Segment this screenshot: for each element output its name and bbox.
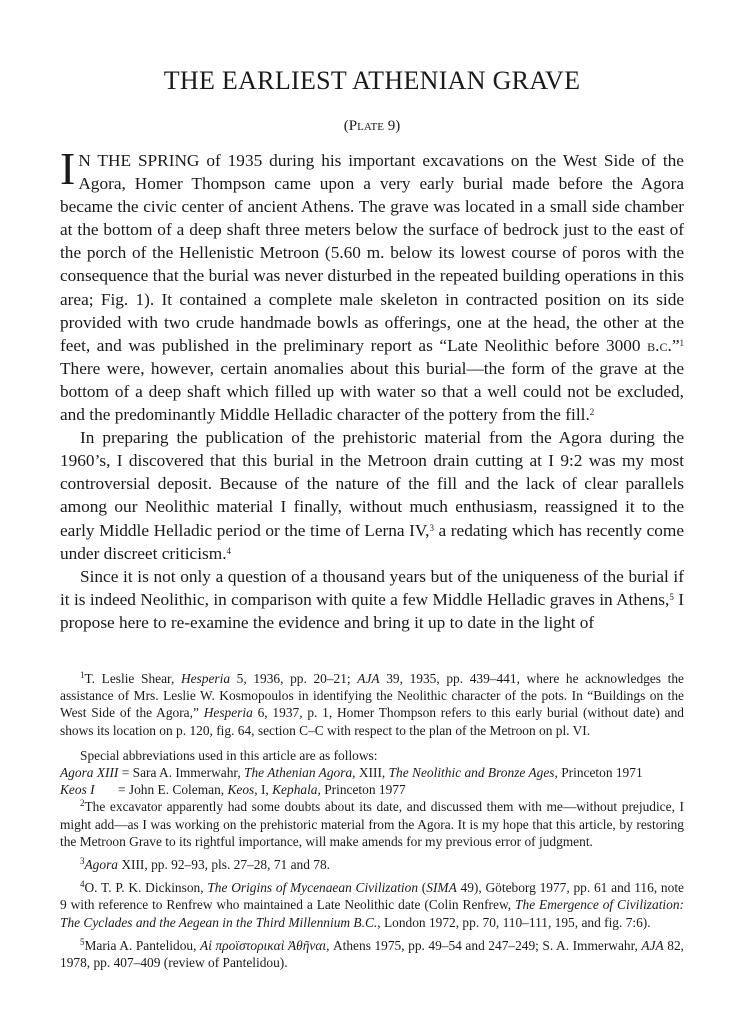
- footnote-text: Maria A. Pantelidou,: [84, 937, 201, 953]
- footnote-text: , Athens 1975, pp. 49–54 and 247–249; S. A. Immerwahr,: [326, 937, 642, 953]
- abbreviation-term: Keos I: [60, 782, 95, 798]
- journal-title: Hesperia: [180, 670, 231, 686]
- abbreviation-keos: [60, 781, 684, 798]
- book-title: Keos: [227, 782, 255, 798]
- article-title: THE EARLIEST ATHENIAN GRAVE: [163, 66, 581, 95]
- footnote-text: 39, 1935, pp. 439–441, where he acknowledges the assistance of Mrs. Leslie W. Kosmopoulos in identifying the Neolithic character of the pots. In “Buildings on the West Side of the Agora,”: [60, 670, 684, 721]
- footnote-text: 6, 1937, p. 1, Homer Thompson refers to this early burial (without date) and shows its location on p. 120, fig. 64, section C–C with respect to the plan of the Metroon on pl. VI.: [60, 705, 685, 738]
- footnote-text: , London 1972, pp. 70, 110–111, 195, and fig. 7:6).: [377, 914, 651, 930]
- footnote-2: [60, 798, 684, 850]
- journal-title: AJA: [357, 670, 380, 686]
- paragraph-text: ”: [671, 335, 680, 355]
- book-title: The Athenian Agora: [244, 764, 353, 780]
- footnote-ref-3[interactable]: 3: [429, 522, 434, 533]
- abbreviation-agora: [60, 764, 684, 781]
- abbreviations-intro: Special abbreviations used in this article are as follows:: [80, 747, 378, 763]
- footnote-number: 3: [80, 856, 85, 866]
- footnote-number: 4: [80, 879, 85, 890]
- body-paragraph-2: [60, 426, 684, 565]
- footnote-text: 49), Göteborg 1977, pp. 61 and 116, note 9 with reference to Renfrew who maintained a Late Neolithic date (Colin Renfrew,: [60, 880, 684, 913]
- footnote-text: XIII, pp. 92–93, pls. 27–28, 71 and 78.: [117, 857, 330, 872]
- abbreviation-text: = John E. Coleman,: [118, 782, 228, 798]
- footnote-text: 5, 1936, pp. 20–21;: [230, 670, 358, 686]
- abbreviation-text: = Sara A. Immerwahr,: [118, 764, 245, 780]
- abbreviation-text: , Princeton 1971: [554, 764, 643, 780]
- footnote-3: [60, 856, 684, 873]
- book-title: The Origins of Mycenaean Civilization: [207, 880, 419, 896]
- abbreviation-text: , XIII,: [352, 764, 389, 780]
- abbreviation-term: Agora XIII: [60, 764, 119, 780]
- footnote-5: [60, 937, 684, 971]
- book-title: Αἱ προϊστορικαὶ Ἀθῆναι: [200, 937, 327, 953]
- footnote-number: 2: [80, 798, 85, 809]
- paragraph-text: a redating which has recently come under discreet criticism.: [60, 520, 684, 563]
- paragraph-text: In preparing the publication of the prehistoric material from the Agora during the 1960’s, I discovered that this burial in the Metroon drain cutting at I 9:2 was my most controversial deposit. Because of the nature of the fill and the lack of clear parallels among our Neolithic material I finally, without much enthusiasm, reassigned it to the early Middle Helladic period or the time of Lerna IV,: [60, 428, 684, 540]
- footnote-text: The excavator apparently had some doubts about its date, and discussed them with me—without prejudice, I might add—as I was working on the prehistoric material from the Agora. It is my hope that this article, by restoring the Metroon Grave to its rightful importance, will make amends for my previous error of judgment.: [60, 799, 684, 849]
- paragraph-text: I propose here to re-examine the evidence and bring it up to date in the light of: [60, 589, 684, 632]
- footnote-text: O. T. P. K. Dickinson,: [84, 880, 208, 896]
- footnote-text: (: [418, 880, 427, 896]
- article-page: [60, 66, 684, 971]
- footnote-text: T. Leslie Shear,: [84, 670, 181, 686]
- footnote-number: 1: [80, 669, 85, 680]
- body-paragraph-1: [60, 143, 684, 426]
- paragraph-text: There were, however, certain anomalies about this burial—the form of the grave at the bottom of a deep shaft which filled up with water so that a well could not be excluded, and the predominantly Middle Helladic character of the pottery from the fill.: [60, 358, 684, 425]
- journal-title: Hesperia: [203, 705, 253, 721]
- footnote-ref-1[interactable]: 1: [679, 337, 684, 348]
- footnote-ref-4[interactable]: 4: [226, 545, 232, 556]
- abbreviation-term: Agora: [84, 857, 118, 872]
- book-title: The Emergence of Civilization: The Cyclades and the Aegean in the Third Millennium B.C.: [60, 897, 685, 930]
- footnote-ref-5[interactable]: 5: [669, 591, 674, 602]
- paragraph-text: of 1935 during his important excavations on the West Side of the Agora, Homer Thompson came upon a very early burial made before the Agora became the civic center of ancient Athens. The grave was located in a small side chamber at the bottom of a deep shaft three meters below the surface of bedrock just to the east of the porch of the Hellenistic Metroon (5.60 m. below its lowest course of poros with the consequence that the burial was never disturbed in the repeated building operations in this area; Fig. 1). It contained a complete male skeleton in contracted position on its side provided with two crude handmade bowls as offerings, one at the head, the other at the feet, and was published in the preliminary report as “Late Neolithic before 3000: [60, 151, 684, 355]
- body-paragraph-3: [60, 565, 684, 634]
- book-title: The Neolithic and Bronze Ages: [388, 764, 555, 780]
- series-title: SIMA: [426, 880, 457, 896]
- footnote-number: 5: [80, 936, 85, 947]
- era-abbreviation: b.c.: [647, 335, 672, 355]
- plate-reference: (Plate 9): [343, 118, 401, 134]
- footnote-1: [60, 670, 684, 739]
- abbreviation-text: , Princeton 1977: [317, 782, 406, 798]
- drop-cap: I: [60, 143, 76, 194]
- abbreviation-text: , I,: [254, 782, 273, 798]
- book-title: Kephala: [272, 782, 318, 798]
- footnote-4: [60, 879, 684, 931]
- footnote-ref-2[interactable]: 2: [589, 407, 595, 418]
- paragraph-text: Since it is not only a question of a thousand years but of the uniqueness of the burial if it is indeed Neolithic, in comparison with quite a few Middle Helladic graves in Athens,: [60, 566, 684, 609]
- journal-title: AJA: [641, 937, 664, 953]
- opening-words: N THE SPRING: [78, 151, 200, 170]
- footnote-text: 82, 1978, pp. 407–409 (review of Pantelidou).: [60, 937, 685, 971]
